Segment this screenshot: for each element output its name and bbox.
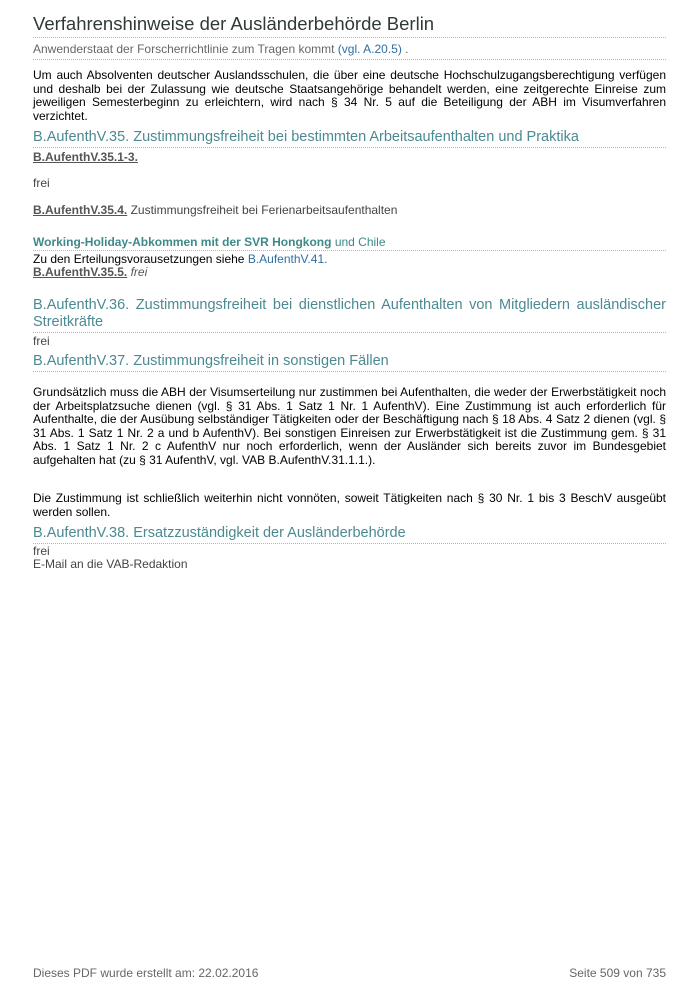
intro-paragraph: Um auch Absolventen deutscher Auslandsschulen, die über eine deutsche Hochschulzugangsberechtigung verfügen und deshalb bei der Zulassung wie deutsche Staatsangehörige behandelt werden, eine zeitgerechte Einreise zum jeweiligen Semesterbeginn zu erleichtern, wird nach § 34 Nr. 5 auf die Beteiligung der ABH im Visumverfahren verzichtet. — [33, 68, 666, 123]
section-36-heading: B.AufenthV.36. Zustimmungsfreiheit bei dienstlichen Aufenthalten von Mitgliedern ausländischer Streitkräfte — [33, 297, 666, 333]
ref-35-1-3-link[interactable]: B.AufenthV.35.1-3. — [33, 150, 138, 164]
section-38-heading: B.AufenthV.38. Ersatzzuständigkeit der Ausländerbehörde — [33, 525, 666, 544]
email-link[interactable]: E-Mail an die VAB-Redaktion — [33, 557, 188, 571]
working-holiday-bold: Working-Holiday-Abkommen mit der SVR Hongkong — [33, 235, 332, 249]
section-35-4-text: Zustimmungsfreiheit bei Ferienarbeitsaufenthalten — [130, 203, 398, 217]
section-35-heading: B.AufenthV.35. Zustimmungsfreiheit bei bestimmten Arbeitsaufenthalten und Praktika — [33, 129, 666, 148]
working-holiday-heading — [33, 235, 666, 251]
footer-page-number: Seite 509 von 735 — [569, 966, 666, 980]
section-35-5-text: frei — [130, 265, 148, 279]
section-37-paragraph-2: Die Zustimmung ist schließlich weiterhin nicht vonnöten, soweit Tätigkeiten nach § 30 Nr. 1 bis 3 BeschV ausgeübt werden sollen. — [33, 491, 666, 519]
section-35-5-line — [33, 265, 147, 279]
section-37-paragraph-1: Grundsätzlich muss die ABH der Visumserteilung nur zustimmen bei Aufenthalten, die weder der Erwerbstätigkeit noch der Arbeitsplatzsuche dienen (vgl. § 31 Abs. 1 Satz 1 Nr. 1 AufenthV). Eine Zustimmung ist auch erforderlich für Aufenthalte, die der Ausübung selbständiger Tätigkeiten oder der Beschäftigung nach § 18 Abs. 4 Satz 2 dienen (vgl. § 31 Abs. 1 Satz 1 Nr. 2 a und b AufenthV). Bei sonstigen Einreisen zur Erwerbstätigkeit ist die Zustimmung gem. § 31 Abs. 1 Satz 1 Nr. 2 c AufenthV nur noch erforderlich, wenn der Ausländer sich bereits zuvor im Bundesgebiet aufgehalten hat (zu § 31 AufenthV, vgl. VAB B.AufenthV.31.1.1.). — [33, 385, 666, 467]
page-title: Verfahrenshinweise der Ausländerbehörde Berlin — [33, 13, 666, 38]
section-35-1-3-ref — [33, 150, 138, 164]
ref-35-5-link[interactable]: B.AufenthV.35.5. — [33, 265, 128, 279]
subtitle-line — [33, 42, 666, 60]
section-35-4-line — [33, 203, 397, 217]
subtitle-text: Anwenderstaat der Forscherrichtlinie zum Tragen kommt — [33, 42, 335, 56]
subtitle-end: . — [405, 42, 409, 56]
footer-created-date: Dieses PDF wurde erstellt am: 22.02.2016 — [33, 966, 259, 980]
requirements-line — [33, 252, 327, 266]
working-holiday-rest: und Chile — [334, 235, 386, 249]
ref-35-4-link[interactable]: B.AufenthV.35.4. — [33, 203, 128, 217]
section-37-heading: B.AufenthV.37. Zustimmungsfreiheit in sonstigen Fällen — [33, 353, 666, 372]
section-38-text: frei — [33, 544, 50, 558]
requirements-link[interactable]: B.AufenthV.41. — [247, 252, 328, 266]
section-35-1-3-text: frei — [33, 176, 50, 190]
section-36-text: frei — [33, 334, 50, 348]
subtitle-link[interactable]: (vgl. A.20.5) — [337, 42, 402, 56]
requirements-text: Zu den Erteilungsvorausetzungen siehe — [33, 252, 245, 266]
